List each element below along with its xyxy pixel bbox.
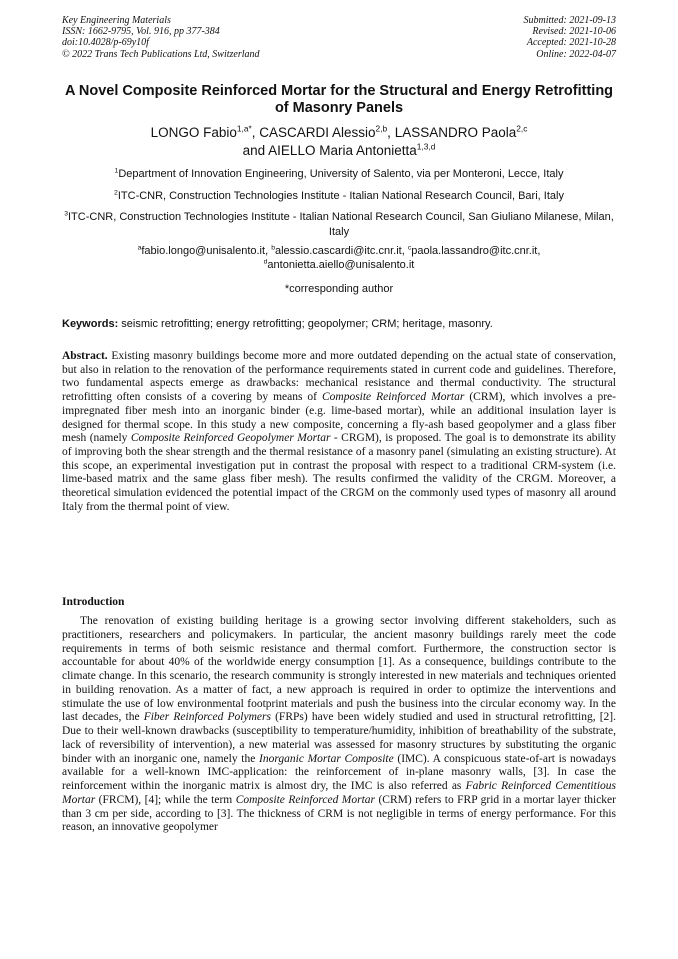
abstract-label: Abstract. (62, 350, 108, 362)
copyright: © 2022 Trans Tech Publications Ltd, Switzerland (62, 48, 260, 60)
abstract: Abstract. Existing masonry buildings become more and more outdated depending on the actual state of conservation, but also in relation to the renovation of the performance requirements stated in current code and guidelines. Therefore, two fundamental aspects emerge as drawbacks: mechanical resistance and thermal conductivity. The structural retrofitting often consists of a covering by means of Composite Reinforced Mortar (CRM), which involves a pre-impregnated fiber mesh into an inorganic binder (e.g. lime-based mortar), while an additional insulation layer is designed for thermal scope. In this study a new composite, concerning a fly-ash based geopolymer and a glass fiber mesh (namely Composite Reinforced Geopolymer Mortar - CRGM), is proposed. The goal is to demonstrate its ability of improving both the shear strength and the thermal resistance of a masonry panel (simulating an existing structure). At this scope, an experimental investigation put in contrast the proposal with respect to a traditional CRM-system (i.e. lime-based matrix and the same glass fiber mesh). The results confirmed the validity of the CRGM. Moreover, a theoretical simulation evidenced the potential impact of the CRGM on the commonly used types of masonry all around Italy from the thermal point of view. (62, 350, 616, 513)
online-date: Online: 2022-04-07 (536, 48, 616, 60)
email-list: $^a$fabio.longo@unisalento.it, $^b$alessio.cascardi@itc.cnr.it, $^c$paola.lassandro@itc.cnr.it, $^d$antonietta.aiello@unisalento.it (137, 244, 541, 271)
email[interactable]: $^c$paola.lassandro@itc.cnr.it (407, 244, 538, 257)
paper-title: A Novel Composite Reinforced Mortar for the Structural and Energy Retrofitting of Masonry Panels (64, 83, 614, 116)
journal-info (62, 15, 260, 60)
author: LONGO Fabio$^{1,a*}$, (150, 123, 260, 140)
author: and AIELLO Maria Antonietta$^{1,3,d}$ (242, 141, 436, 158)
corresponding-author-note: *corresponding author (284, 283, 394, 295)
author: LASSANDRO Paola$^{2,c}$ (394, 123, 528, 140)
email[interactable]: $^d$antonietta.aiello@unisalento.it (263, 257, 415, 271)
keywords-text: seismic retrofitting; energy retrofitting; geopolymer; CRM; heritage, masonry. (118, 318, 493, 330)
author: CASCARDI Alessio$^{2,b}$, (259, 123, 395, 140)
doi: doi:10.4028/p-69y10f (62, 37, 149, 49)
introduction-heading: Introduction (62, 596, 125, 608)
affiliation-3: $^3$ITC-CNR, Construction Technologies Institute - Italian National Research Council, San Giuliano Milanese, Milan, Italy (64, 210, 614, 238)
accepted-date: Accepted: 2021-10-28 (526, 37, 616, 49)
email[interactable]: $^a$fabio.longo@unisalento.it (137, 244, 266, 257)
keywords-label: Keywords: (62, 318, 119, 330)
revised-date: Revised: 2021-10-06 (532, 26, 616, 38)
journal-name: Key Engineering Materials (62, 15, 171, 26)
issn: ISSN: 1662-9795, Vol. 916, pp 377-384 (62, 26, 220, 38)
email[interactable]: $^b$alessio.cascardi@itc.cnr.it (271, 244, 402, 257)
dates-info (524, 15, 617, 60)
affiliation-1: $^1$Department of Innovation Engineering, University of Salento, via per Monteroni, Lecce, Italy (114, 167, 564, 180)
introduction-body: The renovation of existing building heritage is a growing sector involving different stakeholders, such as practitioners, researchers and policymakers. In particular, the ancient masonry buildings rarely meet the code requirements in terms of both seismic resistance and thermal comfort. Furthermore, the construction sector is accountable for about 40% of the worldwide energy consumption [1]. As a consequence, buildings contribute to the climate change. In this scenario, the research community is strongly interested in new materials and techniques oriented in building renovation. As a matter of fact, a new approach is required in order to optimize the interventions and stimulate the use of low environmental footprint materials and push the business into the circular economy way. In the last decades, the Fiber Reinforced Polymers (FRPs) have been widely studied and used in structural retrofitting, [2]. Due to their well-known drawbacks (susceptibility to temperature/humidity, inhibition of breathability of the substrate, lack of reversibility of intervention), a new material was assessed for masonry structures by substituting the organic binder with an inorganic one, namely the Inorganic Mortar Composite (IMC). A conspicuous state-of-art is nowadays available for a well-known IMC-application: the reinforcement of in-plane masonry walls, [3]. In case the reinforcement within the inorganic matrix is almost dry, the IMC is also referred as Fabric Reinforced Cementitious Mortar (FRCM), [4]; while the term Composite Reinforced Mortar (CRM) refers to FRP grid in a mortar layer thicker than 3 cm per side, according to [3]. The thickness of CRM is not negligible in terms of energy performance. For this reason, an innovative geopolymer (62, 615, 616, 834)
submitted-date: Submitted: 2021-09-13 (523, 15, 616, 26)
keywords (62, 317, 616, 331)
author-list (62, 124, 616, 160)
affiliation-2: $^2$ITC-CNR, Construction Technologies Institute - Italian National Research Council, Bari, Italy (114, 189, 564, 202)
